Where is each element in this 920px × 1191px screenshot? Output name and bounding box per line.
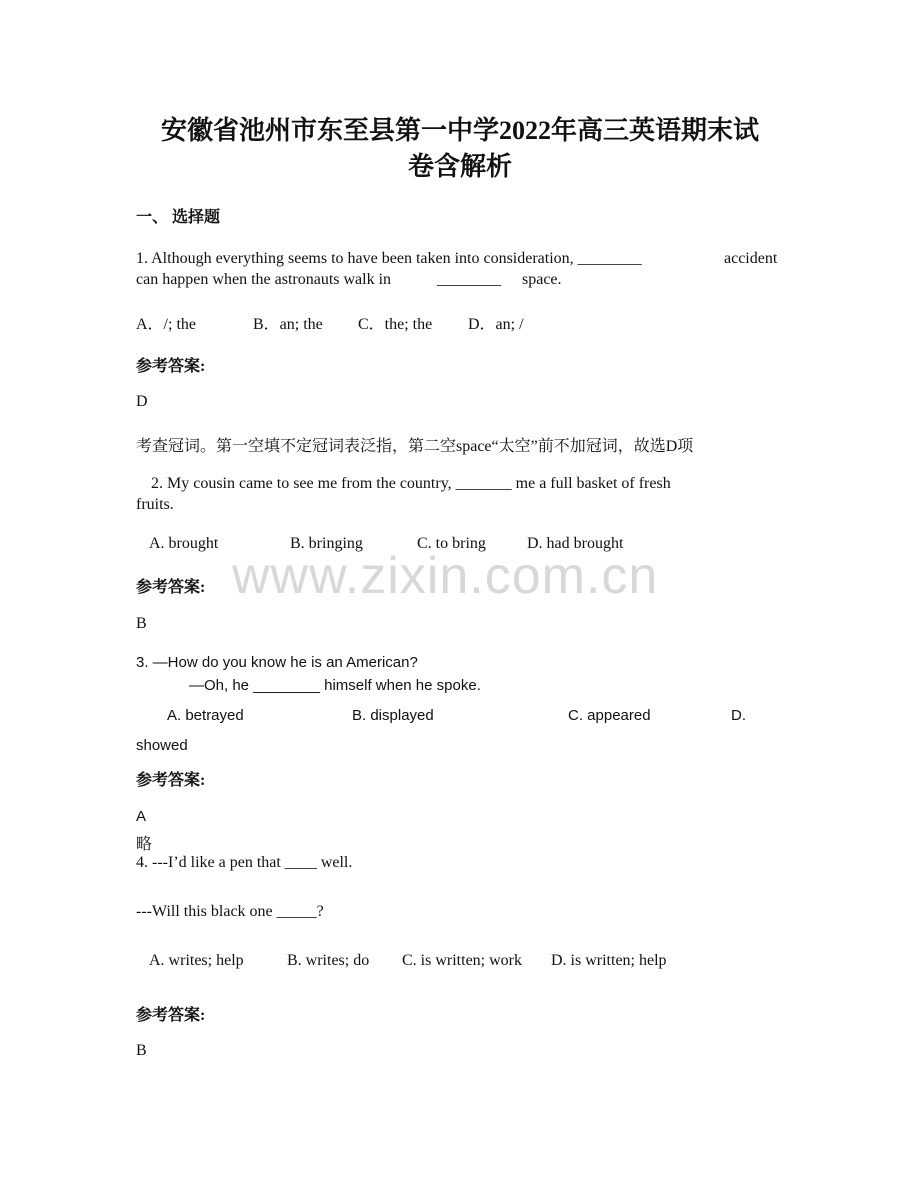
document-title-line1: 安徽省池州市东至县第一中学2022年高三英语期末试 — [160, 116, 759, 145]
q1-stem-line2: can happen when the astronauts walk in — [136, 271, 392, 288]
section-heading: 一、 选择题 — [136, 209, 221, 226]
q1-explanation: 考查冠词。第一空填不定冠词表泛指，第二空space“太空”前不加冠词，故选D项 — [136, 438, 694, 455]
q2-option-b: B. bringing — [290, 535, 363, 552]
q4-option-d: D. is written; help — [551, 952, 667, 969]
q4-option-a: A. writes; help — [149, 952, 244, 969]
watermark: www.zixin.com.cn — [232, 547, 659, 605]
q4-option-c: C. is written; work — [402, 952, 522, 969]
q3-answer-label: 参考答案: — [136, 772, 206, 789]
q1-option-a: A．/; the — [136, 316, 196, 333]
q4-option-b: B. writes; do — [287, 952, 370, 969]
q3-option-b: B. displayed — [352, 707, 434, 724]
q1-option-b: B．an; the — [253, 316, 323, 333]
q2-option-c: C. to bring — [417, 535, 486, 552]
q1-stem-line1: 1. Although everything seems to have been taken into consideration, ________ — [136, 250, 642, 267]
q2-option-a: A. brought — [149, 535, 219, 552]
q4-answer-label: 参考答案: — [136, 1007, 206, 1024]
q2-answer: B — [136, 615, 147, 632]
q2-stem-line2: fruits. — [136, 496, 174, 513]
q1-option-d: D．an; / — [468, 316, 524, 333]
document-title-line2: 卷含解析 — [407, 152, 512, 181]
q3-answer: A — [136, 808, 147, 825]
q1-answer: D — [136, 393, 148, 410]
q2-answer-label: 参考答案: — [136, 579, 206, 596]
q2-stem-line1: 2. My cousin came to see me from the country, _______ me a full basket of fresh — [151, 475, 671, 492]
q2-option-d: D. had brought — [527, 535, 624, 552]
q3-option-d-continued: showed — [136, 737, 188, 754]
q3-option-d: D. — [731, 707, 746, 724]
q1-stem-line2-end: space. — [522, 271, 562, 288]
q1-option-c: C．the; the — [358, 316, 433, 333]
q4-answer: B — [136, 1042, 147, 1059]
q1-answer-label: 参考答案: — [136, 358, 206, 375]
q1-blank: ________ — [437, 271, 501, 288]
q3-note: 略 — [136, 836, 153, 853]
q4-stem-line2: ---Will this black one _____? — [136, 903, 324, 920]
q1-stem-line1-end: accident — [724, 250, 778, 267]
q3-option-c: C. appeared — [568, 707, 651, 724]
q3-stem-line2: —Oh, he ________ himself when he spoke. — [189, 677, 481, 694]
q4-stem-line1: 4. ---I’d like a pen that ____ well. — [136, 854, 353, 871]
q3-stem-line1: 3. —How do you know he is an American? — [136, 654, 418, 671]
q3-option-a: A. betrayed — [167, 707, 244, 724]
